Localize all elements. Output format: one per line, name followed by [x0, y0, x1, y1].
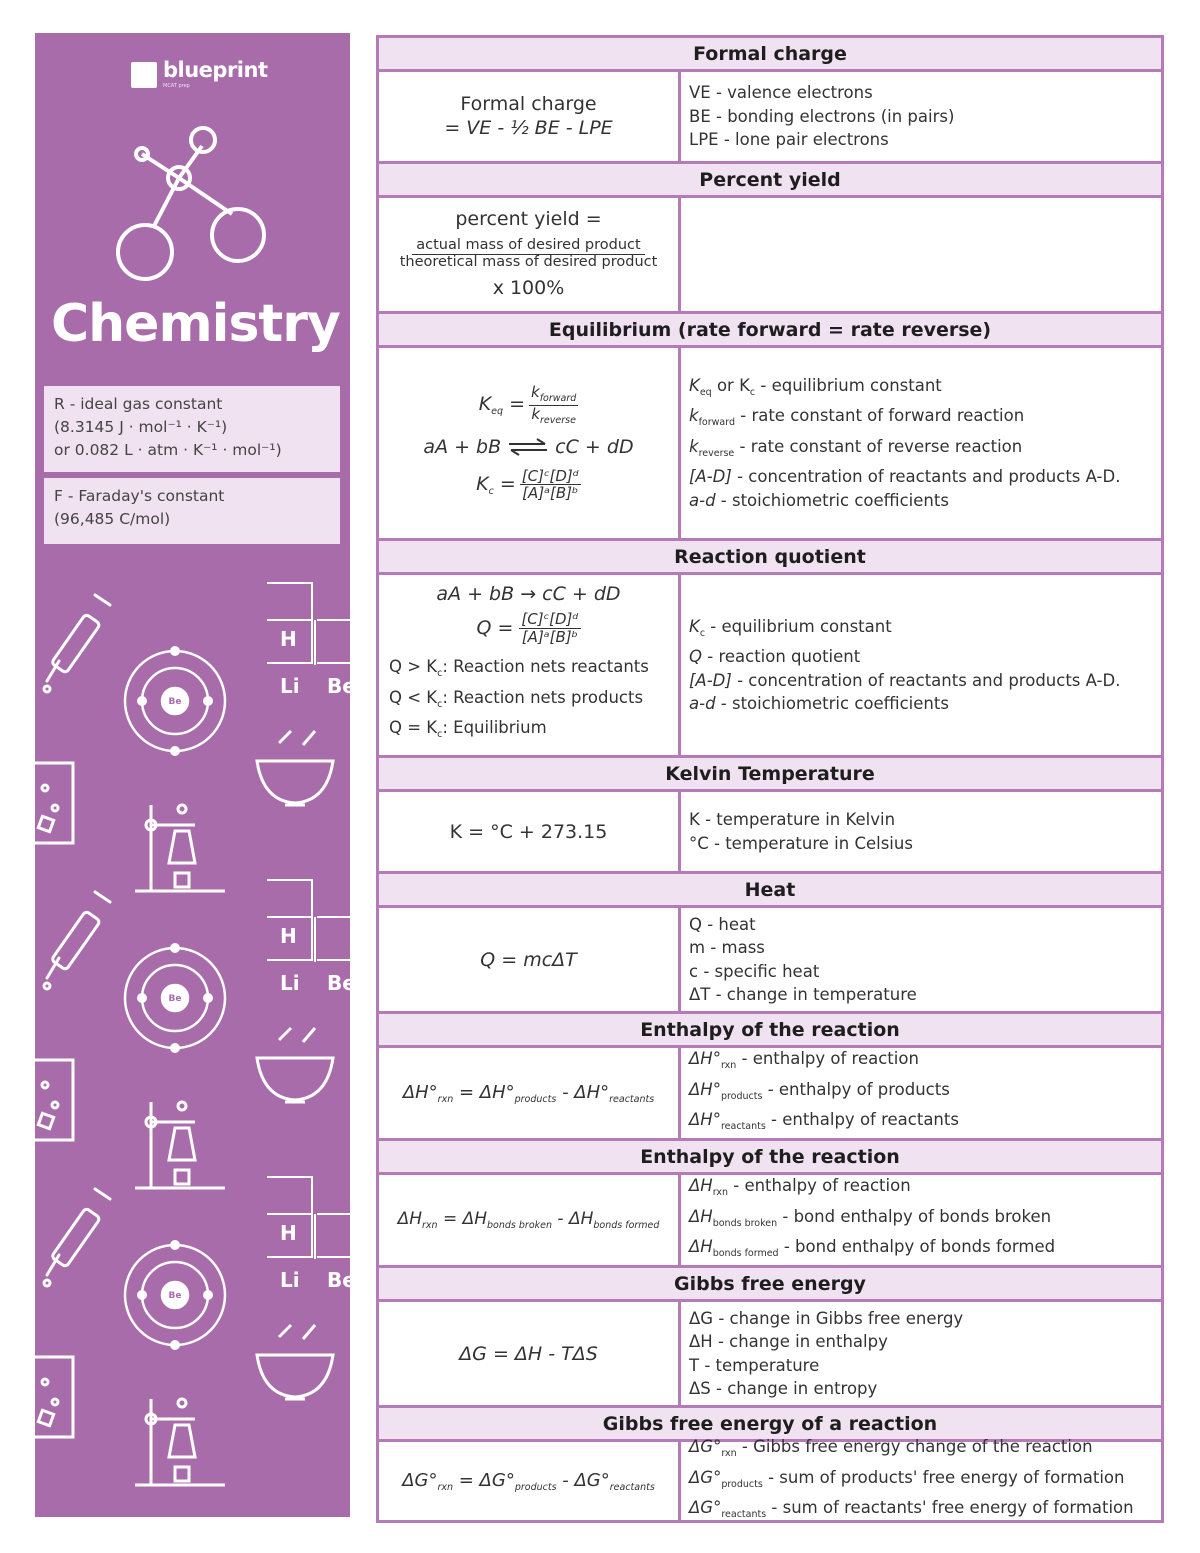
definition-line: LPE - lone pair electrons: [689, 130, 889, 150]
formula-cell: [379, 792, 681, 871]
definitions-cell: [681, 1302, 1161, 1405]
reaction-quotient-row: [379, 575, 1161, 758]
quotient-reaction: aA + bB → cC + dD: [436, 583, 621, 605]
definitions-cell: [681, 198, 1161, 311]
element-h-label: H: [280, 627, 297, 651]
definition-line: $\Delta H_{rxn}$ - enthalpy of reaction: [689, 1176, 911, 1199]
formula-sheet: [376, 35, 1164, 1523]
equilibrium-arrows-icon: [507, 438, 549, 456]
definition-line: c - specific heat: [689, 961, 820, 981]
kelvin-row: [379, 792, 1161, 874]
element-be-label: Be: [327, 971, 356, 995]
logo-mark-icon: [131, 62, 157, 88]
element-h-label: H: [280, 1518, 297, 1542]
element-li-label: Li: [280, 971, 300, 995]
element-li-label: Li: [280, 1268, 300, 1292]
brand-logo: [131, 60, 268, 89]
definitions-cell: [681, 908, 1161, 1011]
definition-line: ΔS - change in entropy: [689, 1379, 878, 1398]
definition-line: $\Delta H_{bonds formed}$ - bond enthalpy of bonds formed: [689, 1237, 1056, 1260]
q-fraction: $\frac{\text{[C]ᶜ[D]ᵈ}}{\text{[A]ᵃ[B]ᵇ}}$: [521, 610, 579, 646]
definition-line: a-d - stoichiometric coefficients: [689, 490, 949, 510]
definition-line: [A-D] - concentration of reactants and products A-D.: [689, 670, 1121, 690]
definitions-cell: [681, 348, 1161, 538]
heat-row: [379, 908, 1161, 1014]
definition-line: a-d - stoichiometric coefficients: [689, 694, 949, 713]
definition-line: $\Delta H_{bonds broken}$ - bond enthalpy of bonds broken: [689, 1206, 1052, 1229]
definitions-cell: [681, 1437, 1161, 1521]
faraday-constant-line: F - Faraday's constant: [54, 487, 225, 505]
rule-line: $Q < K_c$: Reaction nets products: [389, 687, 644, 710]
definition-line: ΔG - change in Gibbs free energy: [689, 1308, 964, 1328]
formula-cell: $\Delta G^\circ_{rxn} = \Delta G^\circ_{products} - \Delta G^\circ_{reactants}$: [379, 1442, 681, 1520]
formula-text: ΔG = ΔH - TΔS: [459, 1342, 598, 1365]
formula-text: percent yield =: [455, 208, 602, 231]
element-be-label: Be: [327, 1268, 356, 1292]
gas-constant-line: or 0.082 L · atm · K⁻¹ · mol⁻¹): [54, 441, 282, 459]
section-title: Enthalpy of the reaction: [379, 1141, 1161, 1175]
section-title: Kelvin Temperature: [379, 758, 1161, 792]
gibbs-reaction-row: [379, 1437, 1161, 1521]
definition-line: Q - heat: [689, 914, 756, 934]
gas-constant-box: [44, 386, 340, 472]
definition-line: $\Delta H^\circ_{rxn}$ - enthalpy of reaction: [689, 1049, 919, 1072]
formula-cell: [379, 348, 681, 538]
molecule-icon: [105, 118, 275, 298]
logo-wordmark: blueprint: [163, 58, 268, 82]
formula-cell: [379, 1302, 681, 1405]
keq-fraction: $\frac{k_{forward}}{k_{reverse}}$: [531, 383, 577, 426]
definition-line: K - temperature in Kelvin: [689, 810, 896, 829]
definition-line: $k_{reverse}$ - rate constant of reverse reaction: [689, 436, 1023, 459]
atom-core-label: Be: [168, 994, 182, 1004]
yield-fraction: [398, 238, 660, 271]
percent-yield-row: [379, 198, 1161, 314]
formula-text: = VE - ½ BE - LPE: [444, 116, 613, 139]
formula-cell: [379, 908, 681, 1011]
equilibrium-row: [379, 348, 1161, 541]
quotient-rules: [389, 655, 649, 747]
formula-text: x 100%: [492, 276, 565, 299]
sidebar: [35, 33, 356, 1542]
gibbs-row: [379, 1302, 1161, 1408]
definition-line: $\Delta G^\circ_{reactants}$ - sum of reactants' free energy of formation: [689, 1498, 1134, 1521]
formula-cell: [379, 575, 681, 755]
fraction-numerator: actual mass of desired product: [412, 238, 644, 255]
definition-line: Q - reaction quotient: [689, 647, 861, 666]
section-title: Percent yield: [379, 164, 1161, 198]
definition-line: ΔT - change in temperature: [689, 985, 917, 1004]
definition-line: $\Delta H^\circ_{products}$ - enthalpy of products: [689, 1079, 950, 1102]
quotient-formula: Q = $\frac{\text{[C]ᶜ[D]ᵈ}}{\text{[A]ᵃ[B]ᵇ}}$: [476, 610, 579, 646]
formula-cell: $\Delta H_{rxn} = \Delta H_{bonds broken} - \Delta H_{bonds formed}$: [379, 1175, 681, 1265]
definitions-cell: [681, 1175, 1161, 1265]
section-title: Reaction quotient: [379, 541, 1161, 575]
definition-line: BE - bonding electrons (in pairs): [689, 106, 955, 126]
definition-line: ΔH - change in enthalpy: [689, 1332, 888, 1351]
section-title: Formal charge: [379, 38, 1161, 72]
definition-line: °C - temperature in Celsius: [689, 833, 913, 853]
fraction-denominator: theoretical mass of desired product: [399, 254, 658, 270]
enthalpy-standard-row: [379, 1048, 1161, 1141]
formula-cell: $\Delta H^\circ_{rxn} = \Delta H^\circ_{products} - \Delta H^\circ_{reactants}$: [379, 1048, 681, 1138]
definition-line: $\Delta H^\circ_{reactants}$ - enthalpy of reactants: [689, 1110, 959, 1133]
formal-charge-row: [379, 72, 1161, 164]
definitions-cell: [681, 792, 1161, 871]
definition-line: $K_c$ - equilibrium constant: [689, 616, 892, 639]
definition-line: $k_{forward}$ - rate constant of forward reaction: [689, 406, 1025, 429]
element-be-label: Be: [327, 674, 356, 698]
definitions-cell: [681, 575, 1161, 755]
rule-line: $Q > K_c$: Reaction nets reactants: [389, 657, 649, 679]
definition-line: [A-D] - concentration of reactants and products A-D.: [689, 467, 1121, 487]
definition-line: VE - valence electrons: [689, 83, 873, 103]
section-title: Equilibrium (rate forward = rate reverse): [379, 314, 1161, 348]
formula-text: Formal charge: [460, 92, 597, 115]
faraday-constant-box: [44, 478, 340, 544]
definition-line: $\Delta G^\circ_{products}$ - sum of products' free energy of formation: [689, 1467, 1125, 1490]
definition-line: $\Delta G^\circ_{rxn}$ - Gibbs free energy change of the reaction: [689, 1437, 1093, 1460]
section-title: Gibbs free energy: [379, 1268, 1161, 1302]
section-title: Gibbs free energy of a reaction: [379, 1408, 1161, 1442]
definition-line: m - mass: [689, 938, 765, 957]
faraday-constant-line: (96,485 C/mol): [54, 510, 171, 528]
enthalpy-bonds-row: [379, 1175, 1161, 1268]
element-li-label: Li: [280, 674, 300, 698]
formula-text: K = °C + 273.15: [449, 820, 608, 843]
equilibrium-reaction: aA + bB cC + dD: [423, 435, 634, 458]
subject-title: Chemistry: [51, 294, 340, 354]
gas-constant-line: (8.3145 J · mol⁻¹ · K⁻¹): [54, 418, 228, 436]
atom-core-label: Be: [168, 1291, 182, 1301]
formula-cell: [379, 198, 681, 311]
kc-symbol: $K_c$ =: [476, 472, 516, 497]
kc-fraction: $\frac{\text{[C]ᶜ[D]ᵈ}}{\text{[A]ᵃ[B]ᵇ}}$: [521, 466, 579, 503]
logo-subtext: MCAT prep: [163, 83, 190, 89]
definition-line: T - temperature: [689, 1355, 820, 1375]
definitions-cell: [681, 1048, 1161, 1138]
definitions-cell: [681, 72, 1161, 161]
gas-constant-line: R - ideal gas constant: [54, 395, 223, 413]
keq-symbol: $K_{eq}$ =: [478, 393, 526, 417]
element-h-label: H: [280, 924, 297, 948]
section-title: Enthalpy of the reaction: [379, 1014, 1161, 1048]
formula-text: Q = mcΔT: [480, 948, 577, 971]
section-title: Heat: [379, 874, 1161, 908]
definition-line: $K_{eq}$ or $K_c$ - equilibrium constant: [689, 375, 942, 398]
rule-line: $Q = K_c$: Equilibrium: [389, 718, 547, 740]
formula-cell: [379, 72, 681, 161]
decorative-lab-pattern: [35, 573, 356, 1542]
atom-core-label: Be: [168, 697, 182, 707]
element-h-label: H: [280, 1221, 297, 1245]
